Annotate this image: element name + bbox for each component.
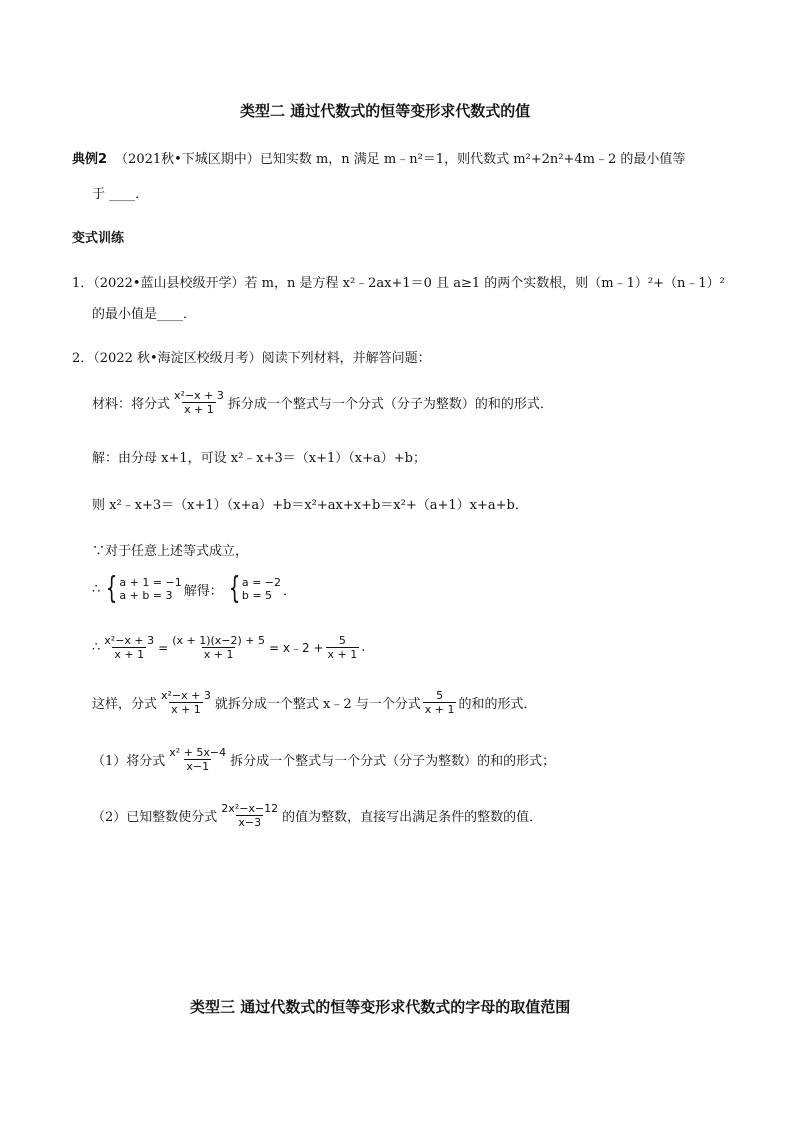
training-title: 变式训练 — [72, 231, 125, 246]
part-1-prefix: （1）将分式 — [92, 754, 166, 769]
system-row: a = −2 — [241, 576, 282, 589]
q2-part-1 — [92, 746, 555, 773]
material-suffix: 拆分成一个整式与一个分式（分子为整数）的和的形式． — [227, 397, 553, 412]
q2-because-line: ∵对于任意上述等式成立， — [92, 544, 249, 559]
q2-part-2 — [92, 802, 542, 829]
fraction-3 — [326, 634, 360, 661]
left-brace-icon: { — [106, 571, 118, 606]
part-2-prefix: （2）已知整数使分式 — [92, 810, 218, 825]
fraction-denominator: x + 1 — [203, 648, 234, 661]
therefore-symbol: ∴ — [92, 640, 101, 655]
solve-label: 解得： — [183, 583, 223, 599]
example-label: 典例2 — [72, 152, 108, 167]
fraction-denominator: x + 1 — [171, 703, 201, 716]
example-source: （2021秋•下城区期中） — [115, 152, 260, 167]
example-line-1 — [72, 148, 685, 167]
example-text: 已知实数 m，n 满足 m﹣n²＝1，则代数式 m²+2n²+4m﹣2 的最小值等 — [259, 152, 686, 167]
part-2-suffix: 的值为整数，直接写出满足条件的整数的值． — [282, 810, 543, 825]
fraction-numerator: x²−x + 3 — [161, 689, 211, 702]
fraction-denominator: x−3 — [238, 816, 262, 829]
section3-title: 类型三 通过代数式的恒等变形求代数式的字母的取值范围 — [190, 998, 571, 1016]
q2-intro: 2．（2022 秋•海淀区校级月考）阅读下列材料，并解答问题： — [72, 351, 431, 366]
section2-title: 类型二 通过代数式的恒等变形求代数式的值 — [240, 102, 531, 120]
thus-middle: 就拆分成一个整式 x﹣2 与一个分式 — [214, 697, 421, 712]
fraction-2 — [170, 634, 267, 661]
system-row: b = 5 — [241, 589, 273, 602]
fraction-denominator: x + 1 — [184, 403, 214, 416]
q1-line-1: 1．（2022•蓝山县校级开学）若 m，n 是方程 x²﹣2ax+1＝0 且 a≥1 的两个实数根，则（m﹣1）²+（n﹣1）² — [72, 276, 725, 291]
fraction-numerator: x²−x + 3 — [174, 389, 224, 402]
fraction-numerator: 5 — [338, 634, 346, 647]
q2-then-line: 则 x²﹣x+3＝（x+1）（x+a）+b＝x²+ax+x+b＝x²+（a+1）x+a+b． — [92, 498, 528, 513]
q2-thus-line — [92, 689, 536, 716]
q2-therefore-system-line — [92, 571, 297, 606]
part-1-fraction — [167, 746, 228, 773]
fraction-numerator: x² + 5x−4 — [169, 746, 227, 759]
example-line-2: 于 ____． — [92, 187, 149, 202]
system-row: a + b = 3 — [119, 589, 173, 602]
left-brace-icon: { — [228, 571, 241, 606]
thus-fraction-1 — [159, 689, 213, 716]
material-prefix: 材料：将分式 — [92, 397, 171, 412]
therefore-symbol: ∴ — [92, 581, 101, 597]
q2-therefore-fraction-line — [92, 634, 365, 661]
part-2-fraction — [219, 802, 280, 829]
fraction-1 — [102, 634, 156, 661]
sentence-end: ． — [283, 583, 297, 599]
fraction-numerator: x²−x + 3 — [104, 634, 155, 647]
equation-system-2 — [225, 571, 282, 606]
equals-expression: = x﹣2 + — [269, 641, 324, 655]
material-fraction — [172, 389, 226, 416]
fraction-denominator: x + 1 — [114, 648, 145, 661]
thus-prefix: 这样，分式 — [92, 697, 158, 712]
fraction-denominator: x + 1 — [327, 648, 358, 661]
q1-line-2: 的最小值是____． — [92, 307, 197, 322]
equation-system-1 — [102, 571, 182, 606]
part-1-suffix: 拆分成一个整式与一个分式（分子为整数）的和的形式； — [230, 754, 556, 769]
fraction-numerator: 2x²−x−12 — [221, 802, 279, 815]
q2-material-line — [92, 389, 553, 416]
equals-sign: = — [158, 640, 169, 655]
sentence-end: . — [361, 640, 366, 655]
thus-fraction-2 — [423, 689, 457, 716]
fraction-denominator: x−1 — [186, 760, 210, 773]
fraction-denominator: x + 1 — [424, 703, 455, 716]
fraction-numerator: 5 — [436, 689, 444, 702]
fraction-numerator: (x + 1)(x−2) + 5 — [172, 634, 266, 647]
thus-suffix: 的和的形式． — [458, 697, 537, 712]
system-row: a + 1 = −1 — [119, 576, 182, 589]
q2-solve-line: 解：由分母 x+1，可设 x²﹣x+3＝（x+1）（x+a）+b； — [92, 451, 426, 466]
